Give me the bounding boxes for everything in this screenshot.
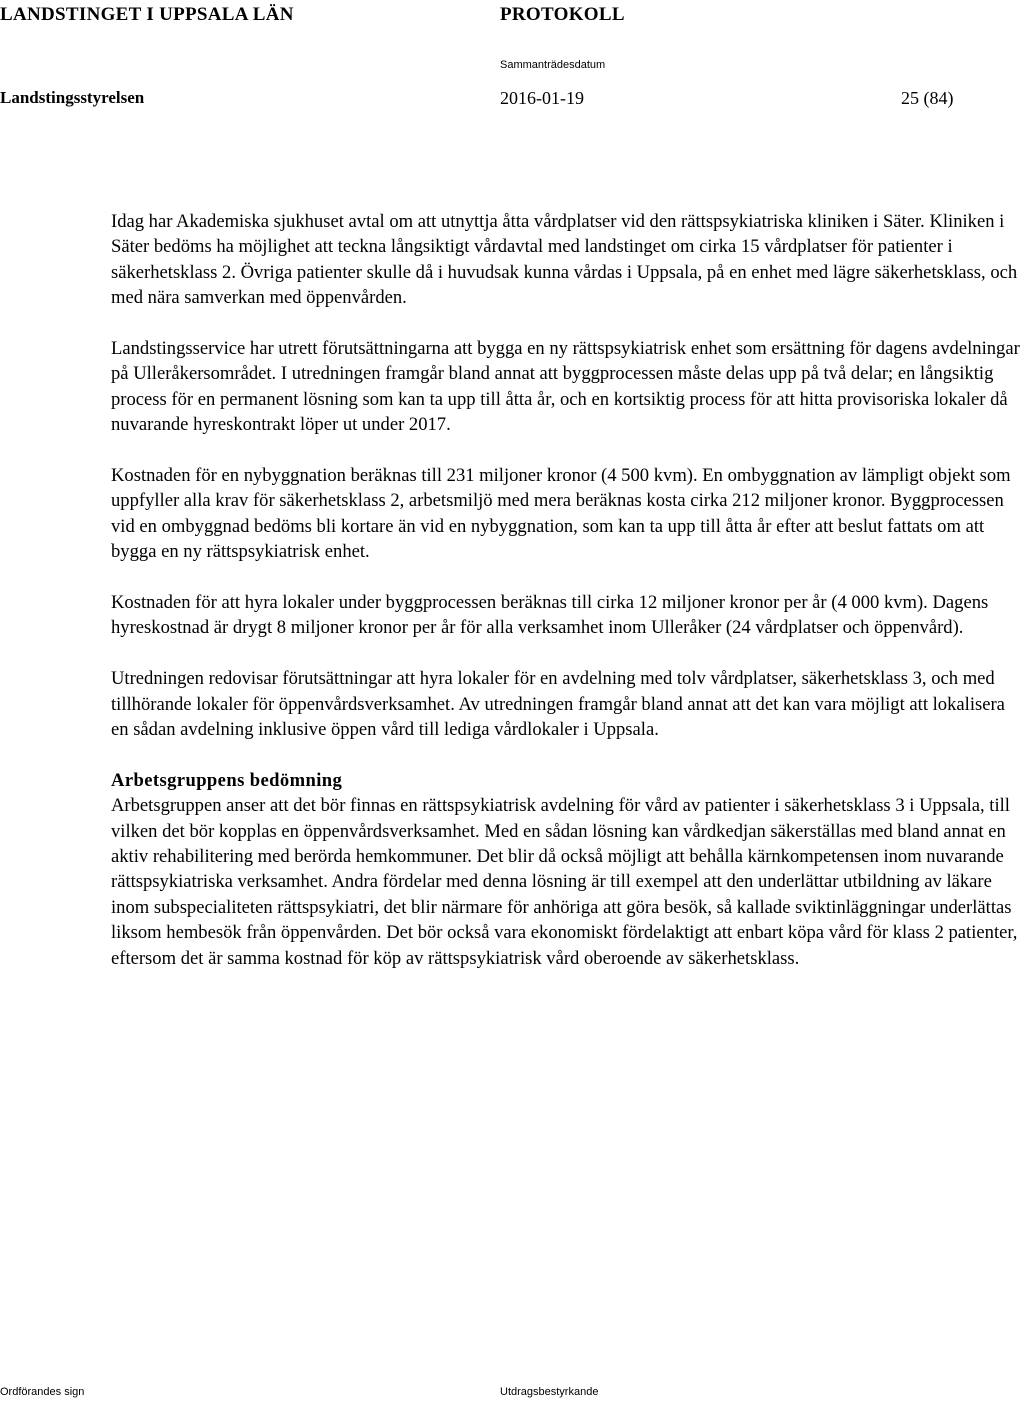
extract-certification-label: Utdragsbestyrkande — [500, 1386, 599, 1398]
paragraph-rental-cost: Kostnaden för att hyra lokaler under byggprocessen beräknas till cirka 12 miljoner kronor per år (4 000 kvm). Dagens hyreskostnad är drygt 8 miljoner kronor per år för alla verksamhet inom Ulleråker (24 vårdplatser och öppenvård). — [111, 592, 989, 639]
paragraph-sater-agreement: Idag har Akademiska sjukhuset avtal om att utnyttja åtta vårdplatser vid den rättspsykiatriska kliniken i Säter. Kliniken i Säter bedöms ha möjlighet att teckna långsiktigt vårdavtal med landstinget om cirka 15 vårdplatser för patienter i säkerhetsklass 2. Övriga patienter skulle då i huvudsak kunna vårdas i Uppsala, på en enhet med lägre säkerhetsklass, och med nära samverkan med öppenvården. — [111, 211, 1018, 309]
paragraph-rental-options: Utredningen redovisar förutsättningar att hyra lokaler för en avdelning med tolv vårdplatser, säkerhetsklass 3, och med tillhörande lokaler för öppenvårdsverksamhet. Av utredningen framgår bland annat att det kan vara möjligt att lokalisera en sådan avdelning inklusive öppen vård till lediga vårdlokaler i Uppsala. — [111, 668, 1005, 741]
document-type: PROTOKOLL — [500, 4, 625, 25]
meeting-date-label: Sammanträdesdatum — [500, 59, 606, 71]
organization-name: LANDSTINGET I UPPSALA LÄN — [0, 4, 294, 25]
page-number: 25 (84) — [901, 88, 954, 108]
document-body — [111, 209, 1024, 997]
paragraph-construction-cost: Kostnaden för en nybyggnation beräknas till 231 miljoner kronor (4 500 kvm). En ombyggnation av lämpligt objekt som uppfyller alla krav för säkerhetsklass 2, arbetsmiljö med mera beräknas kosta cirka 212 miljoner kronor. Byggprocessen vid en ombyggnad bedöms bli kortare än vid en nybyggnation, som kan ta upp till åtta år efter att beslut fattats om att bygga en ny rättspsykiatrisk enhet. — [111, 465, 1011, 563]
board-name: Landstingsstyrelsen — [0, 88, 145, 107]
section-heading-assessment: Arbetsgruppens bedömning — [111, 769, 343, 791]
paragraph-assessment: Arbetsgruppen anser att det bör finnas en rättspsykiatrisk avdelning för vård av patienter i säkerhetsklass 3 i Uppsala, till vilken det bör kopplas en öppenvårdsverksamhet. Med en sådan lösning kan vårdkedjan säkerställas med bland annat en aktiv rehabilitering med berörda hemkommuner. Det blir då också möjligt att behålla kärnkompetensen inom nuvarande rättspsykiatriska verksamhet. Andra fördelar med denna lösning är till exempel att den underlättar utbildning av läkare inom subspecialiteten rättspsykiatri, det blir närmare för anhöriga att göra besök, så kallade sviktinläggningar underlättas liksom hembesök från öppenvården. Det bör också vara ekonomiskt fördelaktigt att enbart köpa vård för klass 2 patienter, eftersom det är samma kostnad för köp av rättspsykiatrisk vård oberoende av säkerhetsklass. — [111, 795, 1018, 969]
paragraph-landstingsservice: Landstingsservice har utrett förutsättningarna att bygga en ny rättspsykiatrisk enhet som ersättning för dagens avdelningar på Ulleråkersområdet. I utredningen framgår bland annat att byggprocessen måste delas upp på två delar; en långsiktig process för en permanent lösning som kan ta upp till åtta år, och en kortsiktig process för att hitta provisoriska lokaler då nuvarande hyreskontrakt löper ut under 2017. — [111, 338, 1020, 436]
chair-signature-label: Ordförandes sign — [0, 1386, 85, 1398]
meeting-date: 2016-01-19 — [500, 88, 584, 108]
